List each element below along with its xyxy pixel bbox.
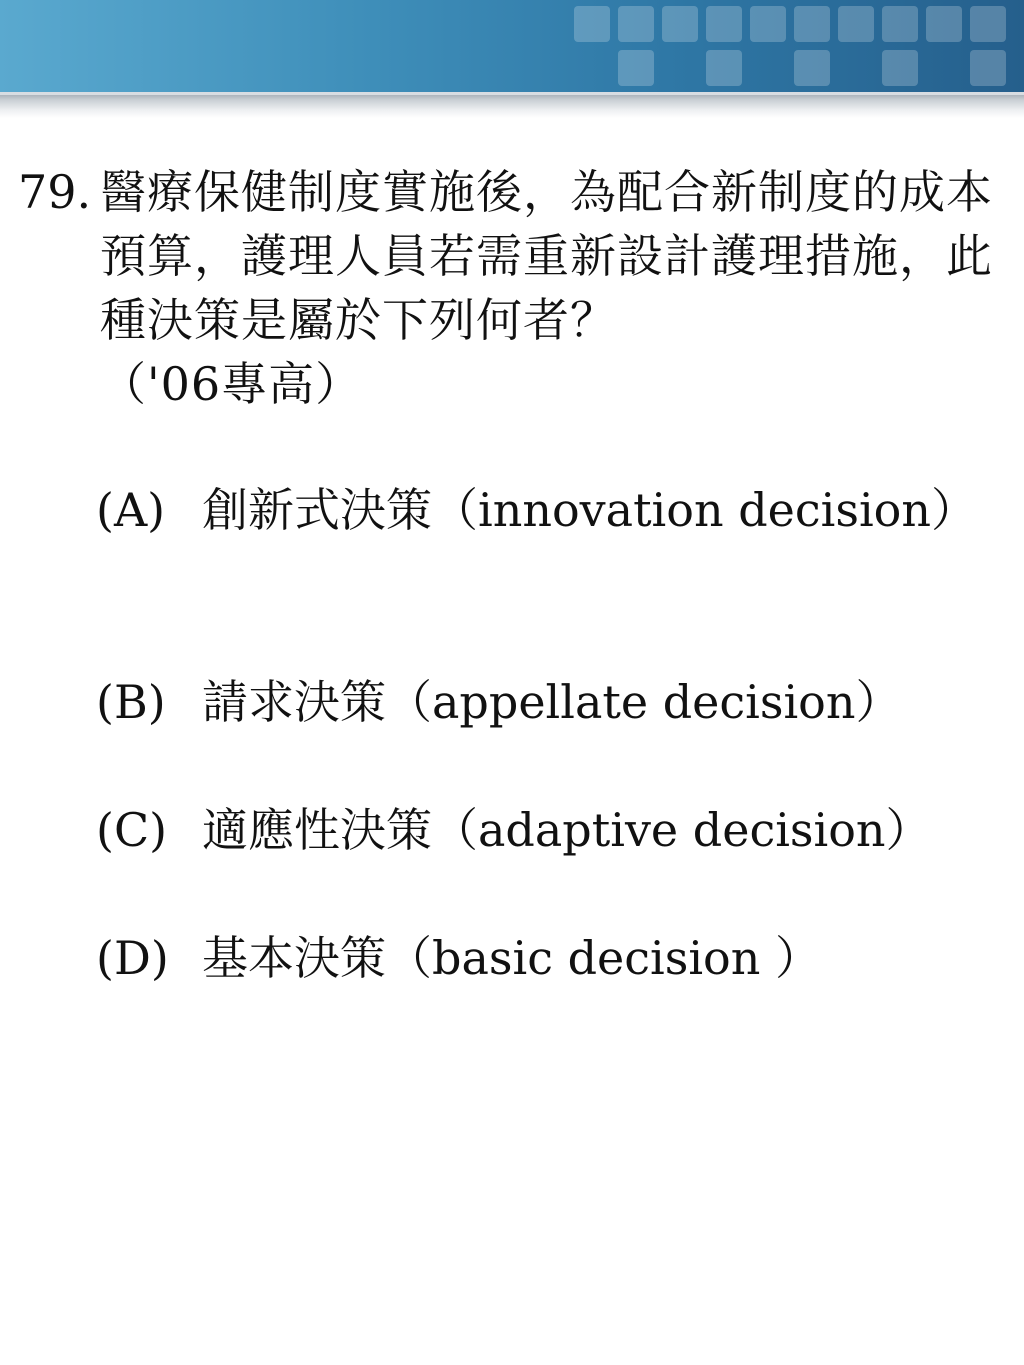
question-source: （'06專高） xyxy=(100,357,363,411)
option-b-text: 請求決策（appellate decision） xyxy=(202,675,902,729)
option-d-text: 基本決策（basic decision ） xyxy=(202,931,821,985)
header-band xyxy=(0,0,1024,92)
option-d-label: (D) xyxy=(96,931,169,985)
option-c-label: (C) xyxy=(96,803,168,857)
question-text-block xyxy=(100,160,1005,416)
option-b-label: (B) xyxy=(96,675,166,729)
question-text: 醫療保健制度實施後，為配合新制度的成本預算，護理人員若需重新設計護理措施，此種決策是屬於下列何者？ xyxy=(100,165,993,347)
header-shadow xyxy=(0,92,1024,118)
option-a-label: (A) xyxy=(96,483,166,537)
question-number: 79. xyxy=(18,165,92,219)
header-decoration xyxy=(564,0,1024,92)
option-a-text: 創新式決策（innovation decision） xyxy=(202,483,977,537)
option-c-text: 適應性決策（adaptive decision） xyxy=(202,803,932,857)
header-divider xyxy=(0,92,1024,95)
